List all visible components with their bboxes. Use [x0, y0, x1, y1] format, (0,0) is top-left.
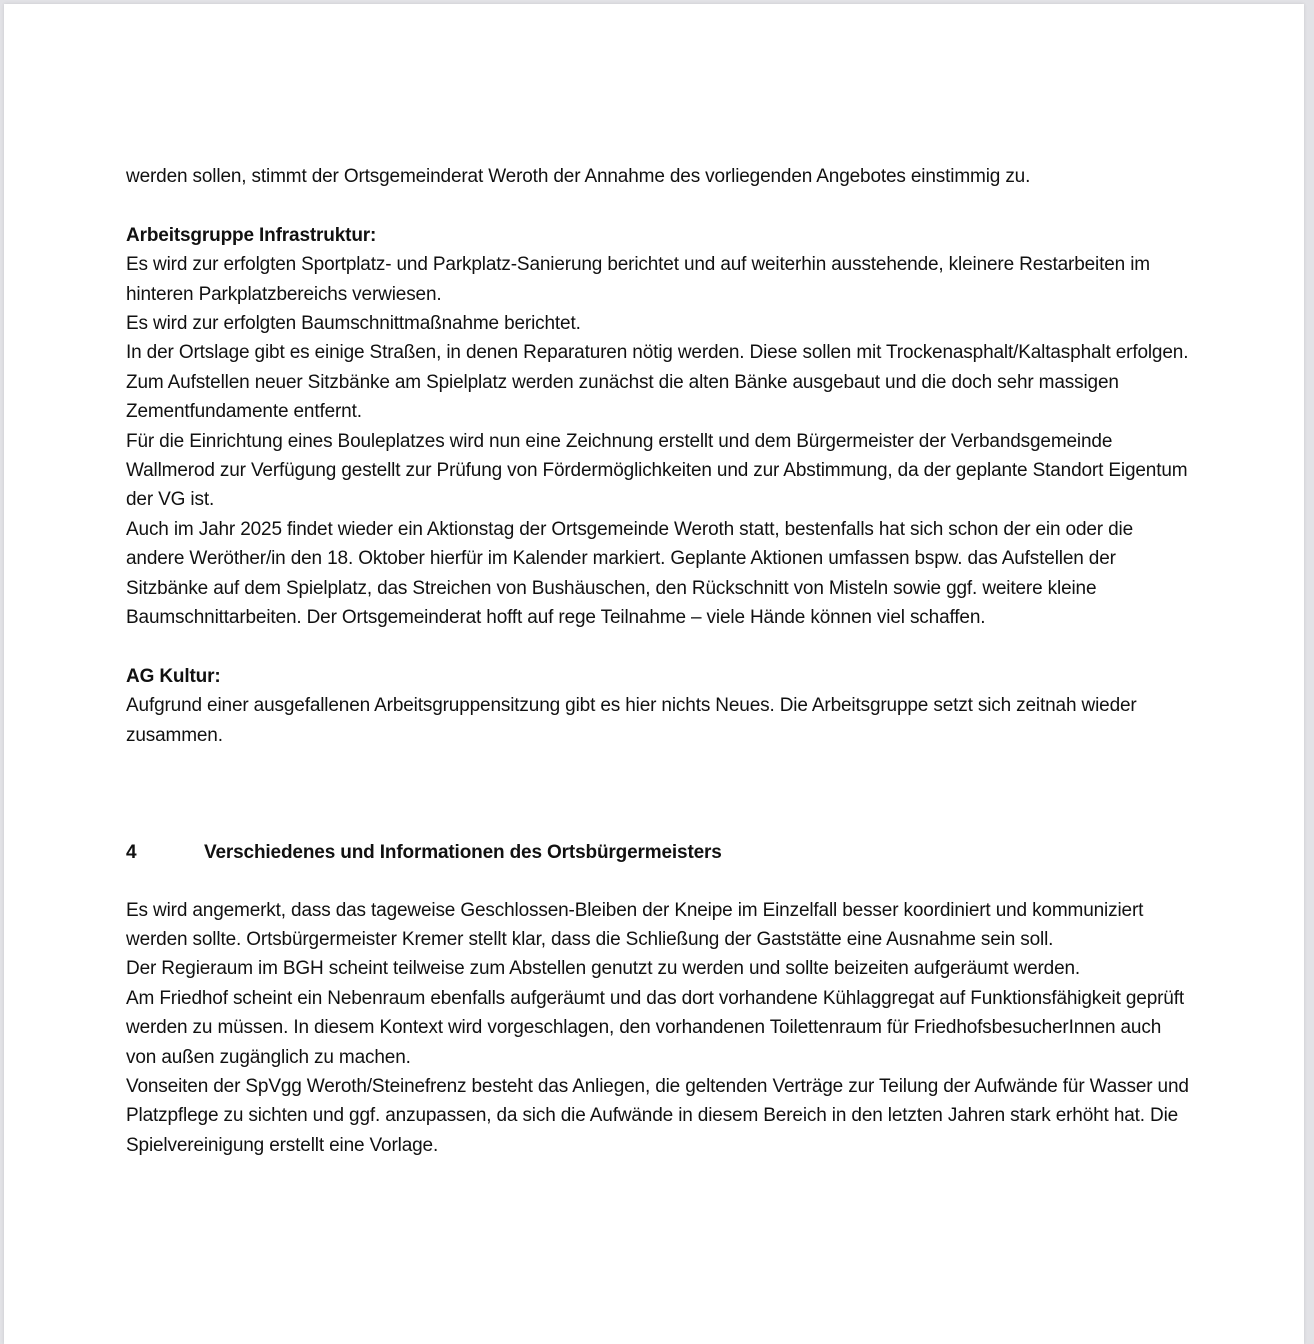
paragraph: Zum Aufstellen neuer Sitzbänke am Spielplatz werden zunächst die alten Bänke ausgebaut und die doch sehr massigen Zementfundamente entfernt. — [126, 371, 1119, 423]
spacer — [126, 868, 1196, 896]
section-4 — [126, 838, 1196, 1160]
paragraph: Der Regieraum im BGH scheint teilweise zum Abstellen genutzt zu werden und sollte beizeiten aufgeräumt werden. — [126, 958, 1081, 980]
ag-kultur-section — [126, 662, 1196, 750]
paragraph: Vonseiten der SpVgg Weroth/Steinefrenz besteht das Anliegen, die geltenden Verträge zur Teilung der Aufwände für Wasser und Platzpflege zu sichten und ggf. anzupassen, da sich die Aufwände in diesem Bereich in den letzten Jahren stark erhöht hat. Die Spielvereinigung erstellt eine Vorlage. — [126, 1075, 1189, 1156]
section-4-heading — [126, 838, 1196, 867]
blank-line — [126, 191, 1196, 220]
document-page — [4, 4, 1304, 1344]
ag-kultur-heading: AG Kultur: — [126, 665, 221, 687]
paragraph: Am Friedhof scheint ein Nebenraum ebenfalls aufgeräumt und das dort vorhandene Kühlaggregat auf Funktionsfähigkeit geprüft werden zu müssen. In diesem Kontext wird vorgeschlagen, den vorhandenen Toilettenraum für FriedhofsbesucherInnen auch von außen zugänglich zu machen. — [126, 987, 1184, 1068]
ag-infrastruktur-section — [126, 221, 1196, 633]
document-body — [126, 162, 1196, 1160]
spacer — [126, 750, 1196, 838]
paragraph: Für die Einrichtung eines Bouleplatzes wird nun eine Zeichnung erstellt und dem Bürgermeister der Verbandsgemeinde Wallmerod zur Verfügung gestellt zur Prüfung von Fördermöglichkeiten und zur Abstimmung, da der geplante Standort Eigentum der VG ist. — [126, 430, 1188, 511]
paragraph: Es wird angemerkt, dass das tageweise Geschlossen-Bleiben der Kneipe im Einzelfall besser koordiniert und kommuniziert werden sollte. Ortsbürgermeister Kremer stellt klar, dass die Schließung der Gaststätte eine Ausnahme sein soll. — [126, 899, 1144, 950]
paragraph: Aufgrund einer ausgefallenen Arbeitsgruppensitzung gibt es hier nichts Neues. Die Arbeitsgruppe setzt sich zeitnah wieder zusammen. — [126, 695, 1137, 746]
intro-paragraph: werden sollen, stimmt der Ortsgemeinderat Weroth der Annahme des vorliegenden Angebotes einstimmig zu. — [126, 166, 1031, 187]
paragraph: Es wird zur erfolgten Baumschnittmaßnahme berichtet. — [126, 313, 581, 335]
ag-infrastruktur-heading: Arbeitsgruppe Infrastruktur: — [126, 224, 377, 246]
section-number: 4 — [126, 842, 137, 864]
section-title: Verschiedenes und Informationen des Ortsbürgermeisters — [204, 842, 722, 864]
paragraph: Auch im Jahr 2025 findet wieder ein Aktionstag der Ortsgemeinde Weroth statt, bestenfalls hat sich schon der ein oder die andere Weröther/in den 18. Oktober hierfür im Kalender markiert. Geplante Aktionen umfassen bspw. das Aufstellen der Sitzbänke auf dem Spielplatz, das Streichen von Bushäuschen, den Rückschnitt von Misteln sowie ggf. weitere kleine Baumschnittarbeiten. Der Ortsgemeinderat hofft auf rege Teilnahme – viele Hände können viel schaffen. — [126, 518, 1134, 629]
paragraph: In der Ortslage gibt es einige Straßen, in denen Reparaturen nötig werden. Diese sollen mit Trockenasphalt/Kaltasphalt erfolgen. — [126, 342, 1189, 364]
blank-line — [126, 632, 1196, 661]
paragraph: Es wird zur erfolgten Sportplatz- und Parkplatz-Sanierung berichtet und auf weiterhin ausstehende, kleinere Restarbeiten im hinteren Parkplatzbereichs verwiesen. — [126, 254, 1150, 305]
